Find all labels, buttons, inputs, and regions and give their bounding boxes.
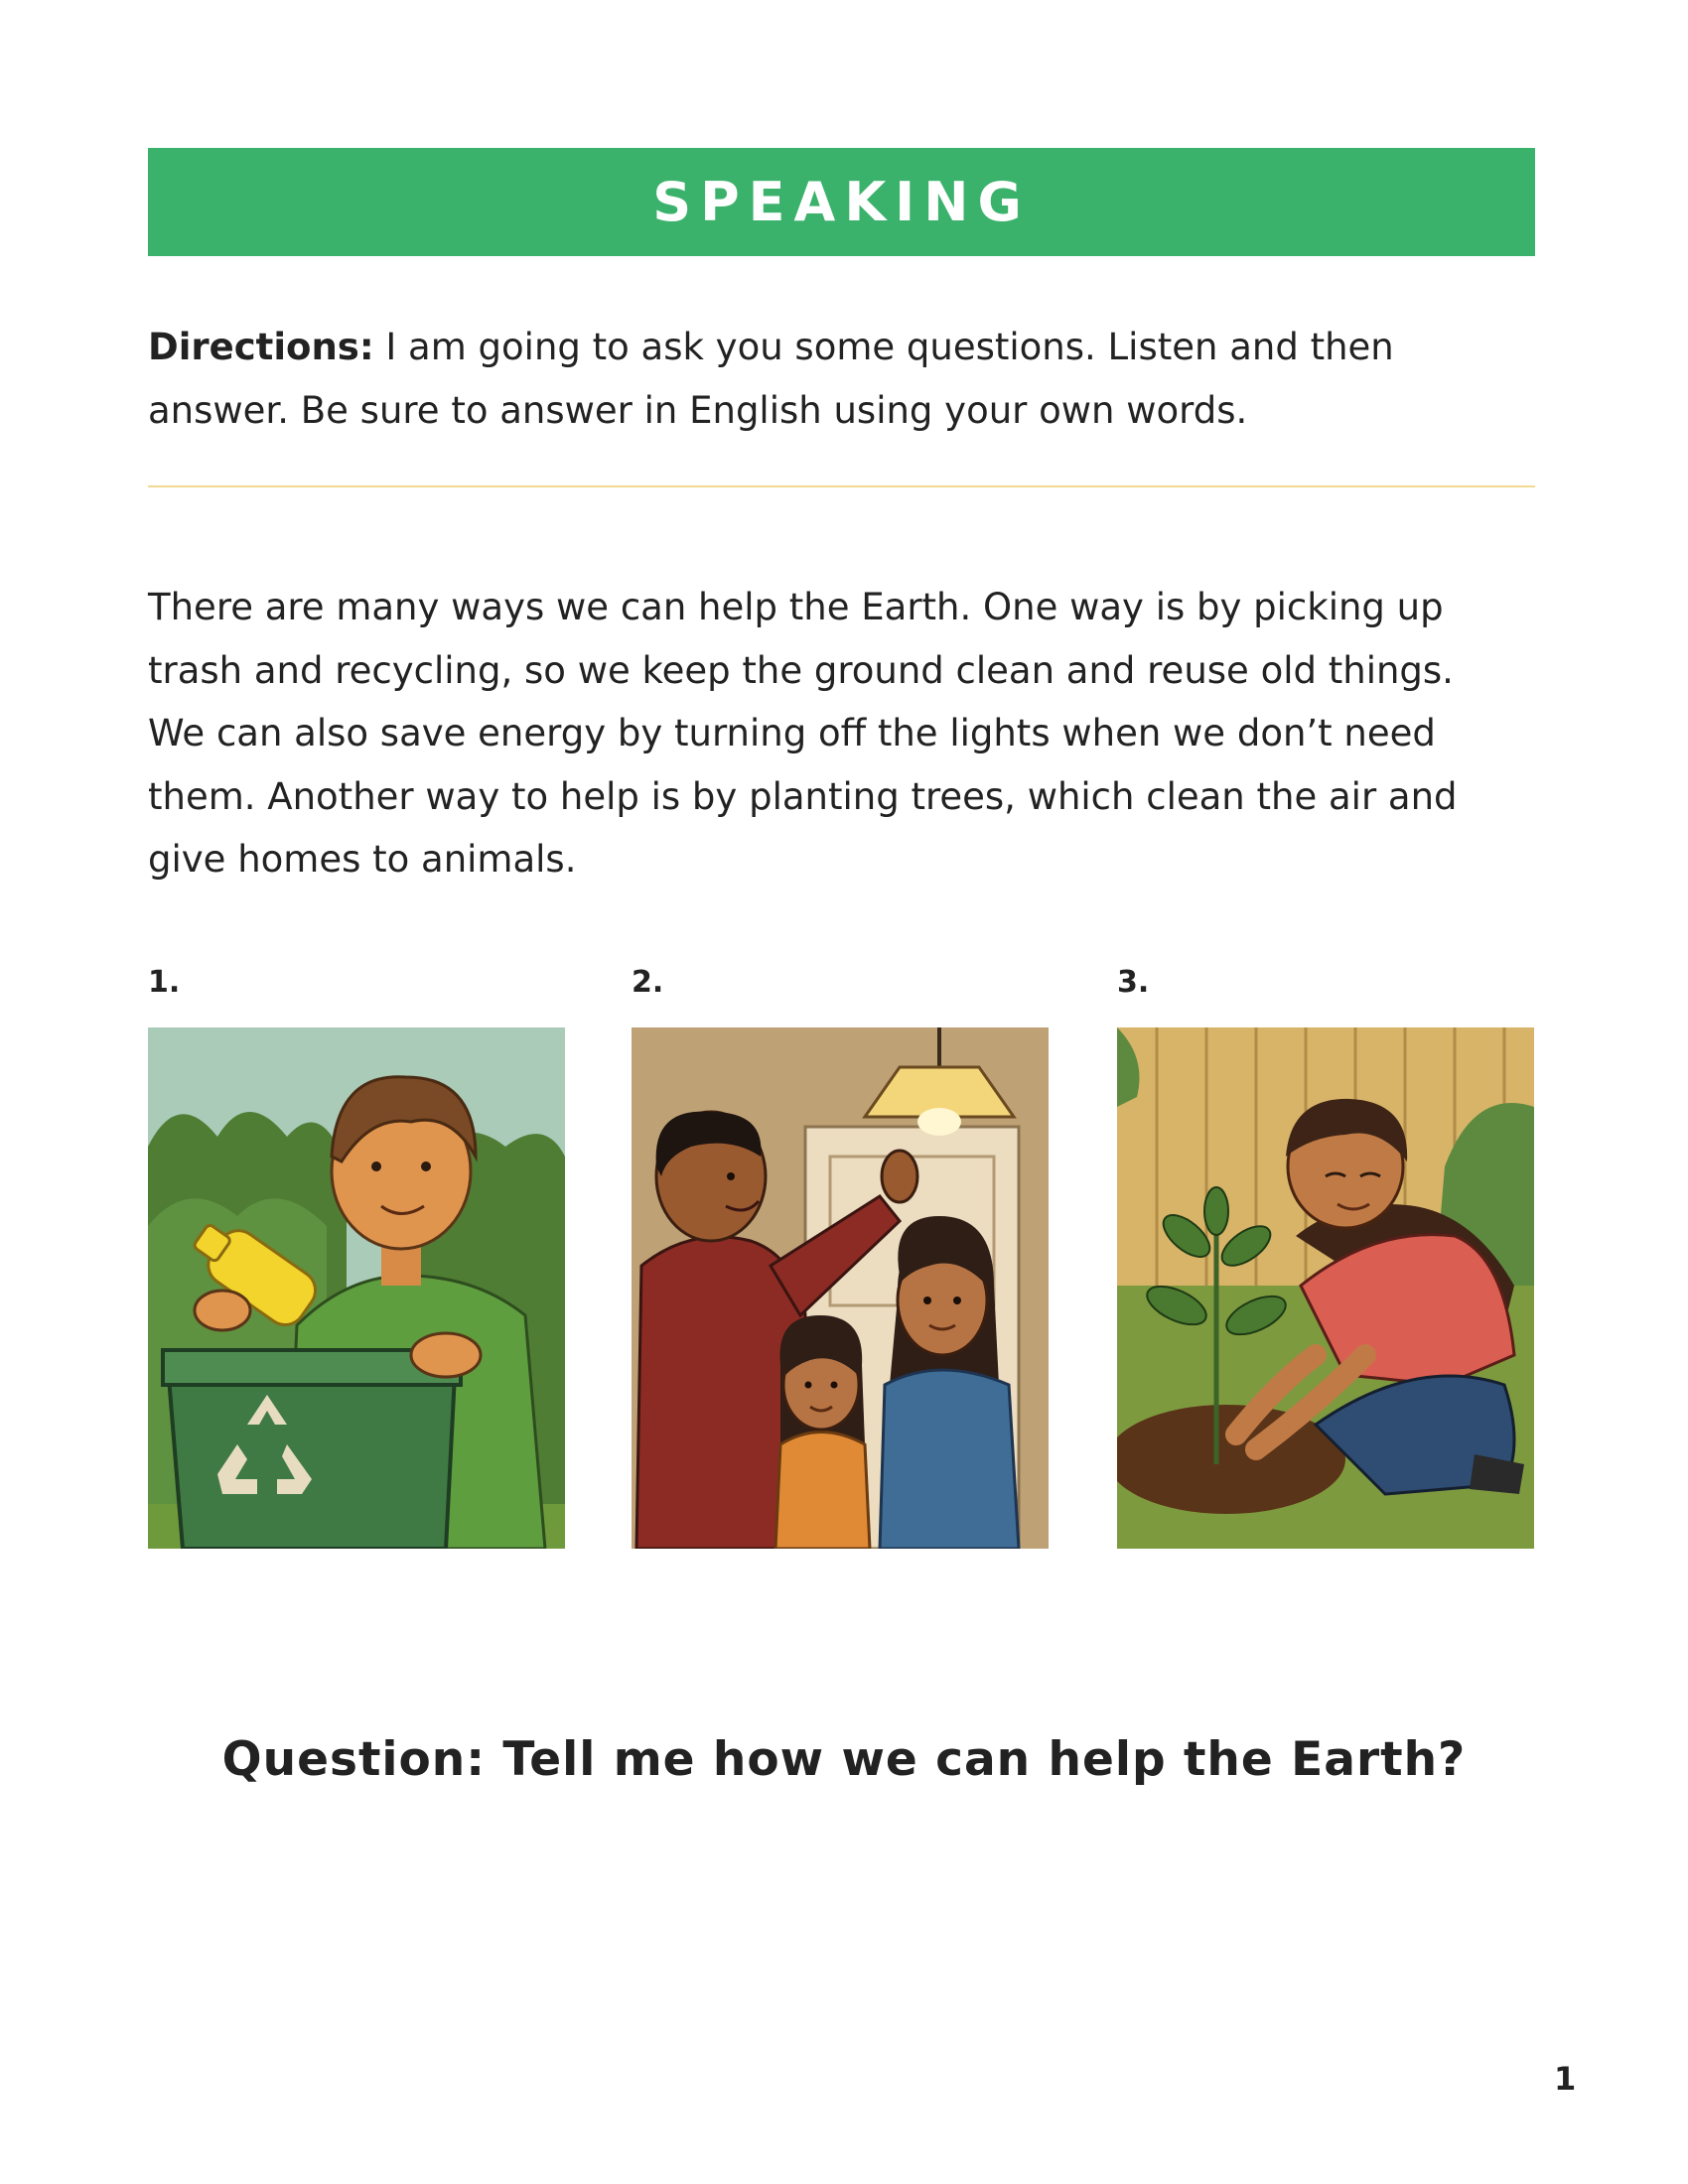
turning-off-light-illustration bbox=[632, 1027, 1049, 1549]
section-title: SPEAKING bbox=[652, 171, 1031, 233]
passage-line: them. Another way to help is by planting trees, which clean the air and bbox=[148, 774, 1458, 818]
passage-line: trash and recycling, so we keep the ground clean and reuse old things. bbox=[148, 648, 1454, 692]
recycling-illustration bbox=[148, 1027, 565, 1549]
divider bbox=[148, 485, 1535, 487]
picture-number-2: 2. bbox=[632, 965, 664, 1000]
picture-number-3: 3. bbox=[1117, 965, 1150, 1000]
directions bbox=[148, 316, 1538, 443]
reading-passage bbox=[148, 576, 1538, 891]
question-prompt: Question: Tell me how we can help the Earth? bbox=[221, 1732, 1467, 1787]
directions-label: Directions: bbox=[148, 326, 374, 368]
picture-number-1: 1. bbox=[148, 965, 181, 1000]
passage-line: There are many ways we can help the Earth. One way is by picking up bbox=[148, 586, 1444, 628]
passage-line: give homes to animals. bbox=[148, 838, 577, 881]
planting-tree-illustration bbox=[1117, 1027, 1534, 1549]
section-banner bbox=[148, 148, 1535, 256]
passage-line: We can also save energy by turning off the lights when we don’t need bbox=[148, 712, 1436, 754]
directions-text: I am going to ask you some questions. Listen and then answer. Be sure to answer in English using your own words. bbox=[148, 326, 1394, 432]
page-number: 1 bbox=[1554, 2060, 1577, 2098]
